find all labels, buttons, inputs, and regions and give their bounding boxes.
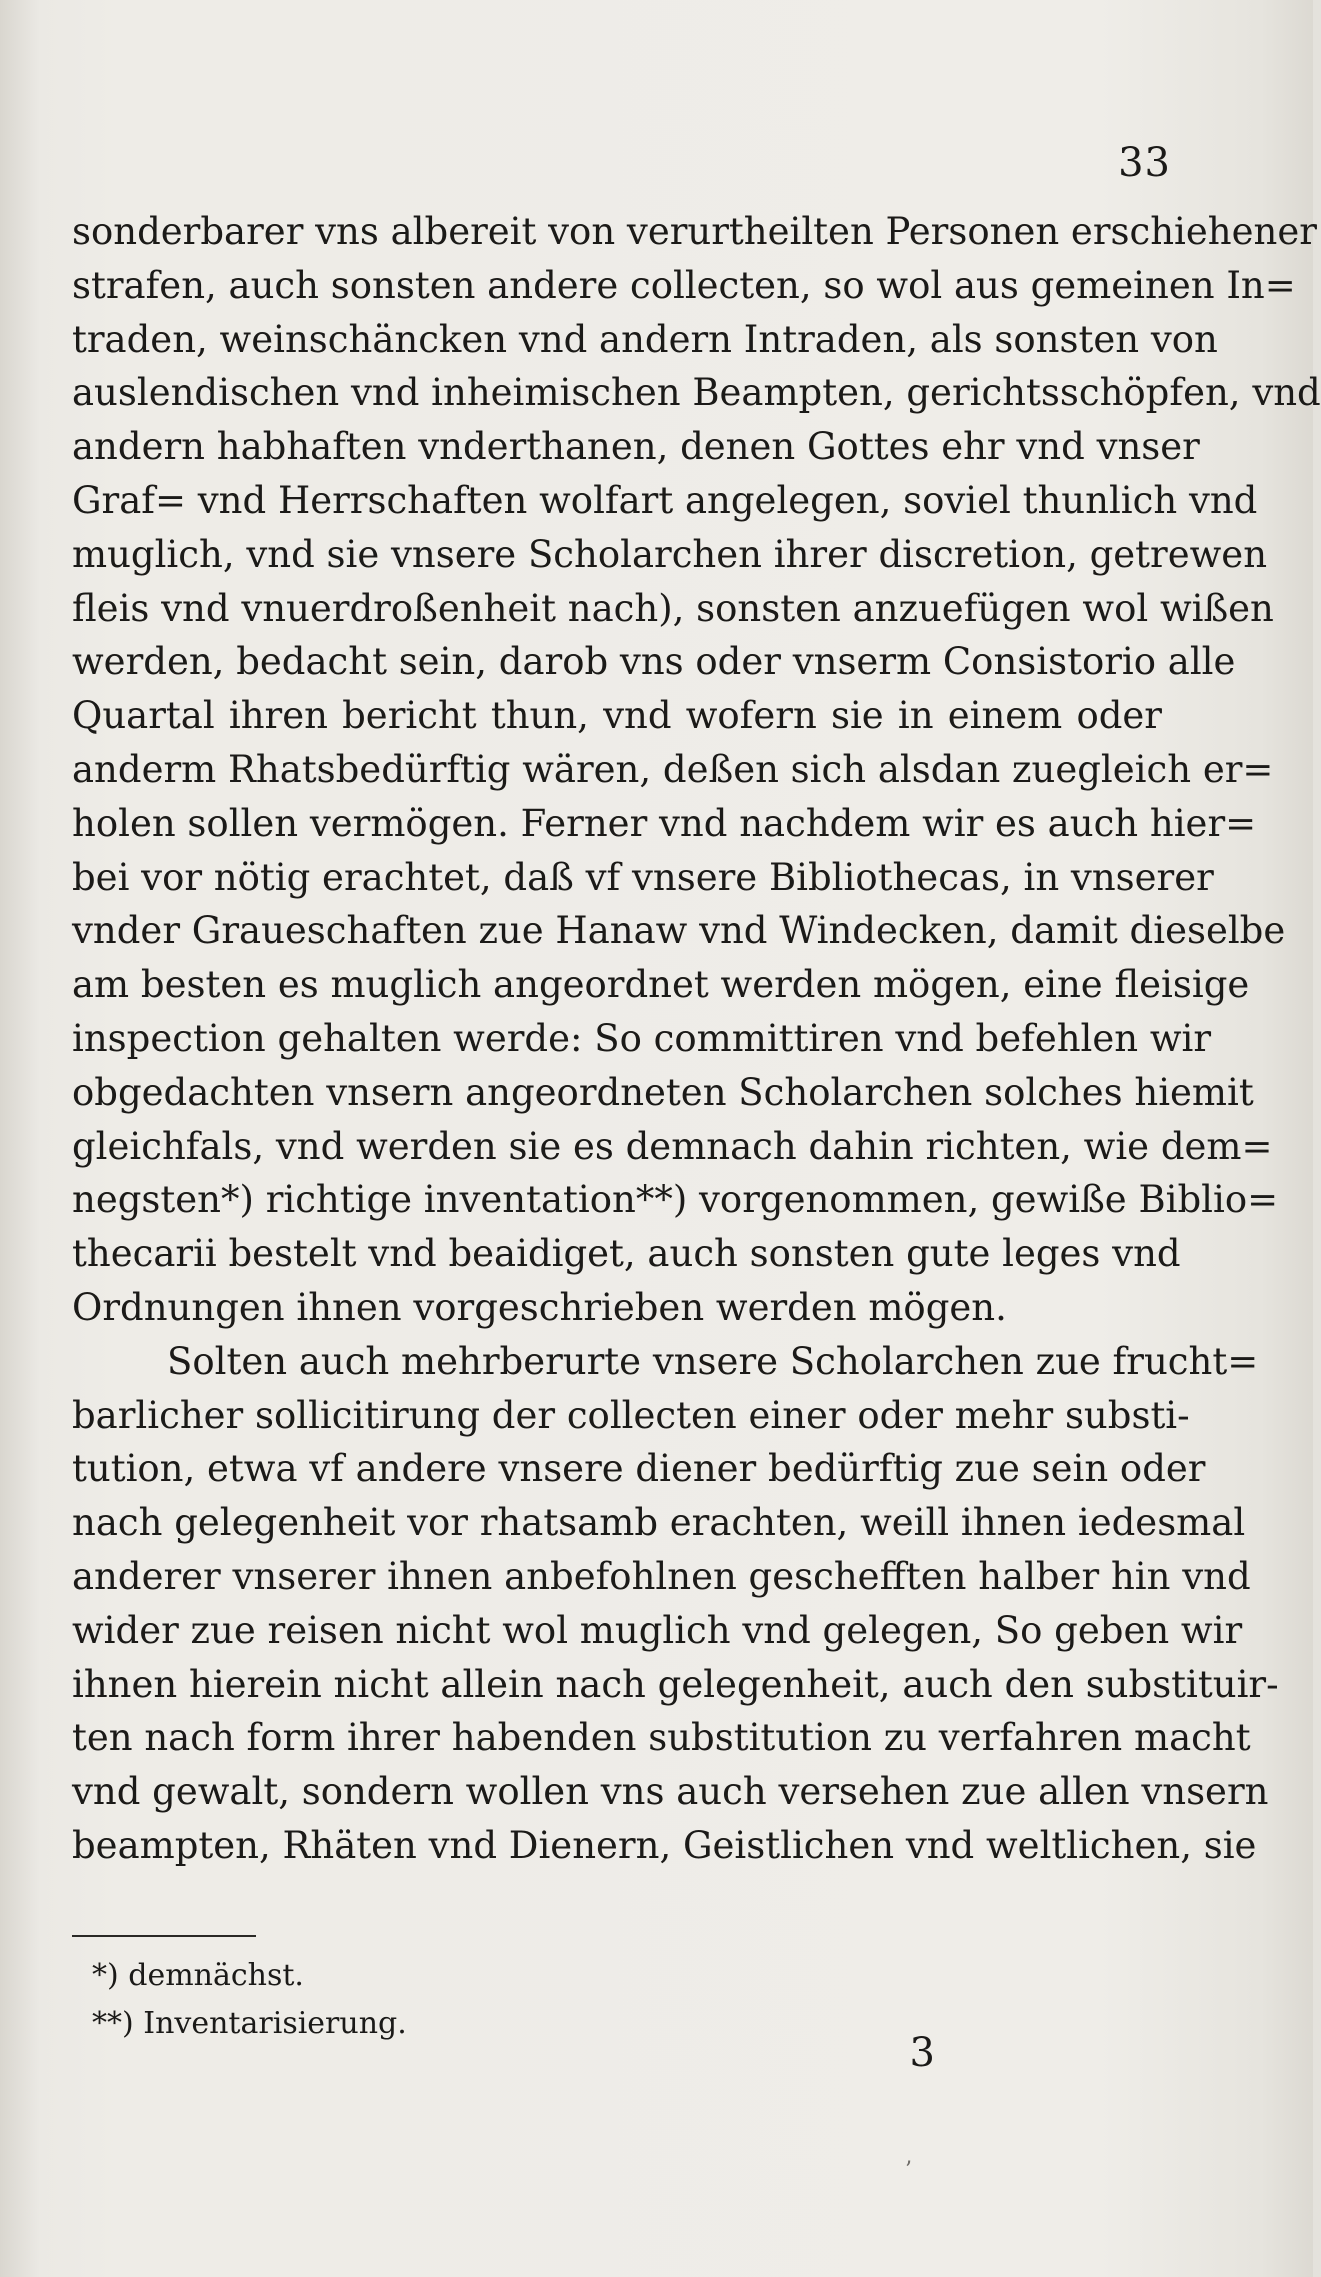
- text-line: muglich, vnd sie vnsere Scholarchen ihrer discretion, getrewen: [72, 532, 1268, 576]
- text-line: vnder Graueschaften zue Hanaw vnd Windecken, damit dieselbe: [72, 909, 1286, 953]
- text-line: vnd gewalt, sondern wollen vns auch versehen zue allen vnsern: [72, 1770, 1269, 1814]
- text-line: sonderbarer vns albereit von verurtheilten Personen erschiehener: [72, 210, 1317, 253]
- text-line: gleichfals, vnd werden sie es demnach dahin richten, wie dem=: [72, 1124, 1273, 1168]
- text-line: traden, weinschäncken vnd andern Intraden, als sonsten von: [72, 317, 1218, 361]
- text-line: anderer vnserer ihnen anbefohlnen geschefften halber hin vnd: [72, 1554, 1251, 1598]
- text-line: werden, bedacht sein, darob vns oder vnserm Consistorio alle: [72, 640, 1236, 684]
- stray-ink-mark: ’: [905, 2158, 912, 2183]
- page-number: 33: [1118, 140, 1171, 186]
- footnote: **) Inventarisierung.: [92, 2006, 407, 2041]
- text-line: Quartal ihren bericht thun, vnd wofern sie in einem oder: [72, 694, 1162, 738]
- text-line: bei vor nötig erachtet, daß vf vnsere Bibliothecas, in vnserer: [72, 855, 1214, 899]
- text-line: barlicher sollicitirung der collecten einer oder mehr substi-: [72, 1393, 1190, 1437]
- paragraph-end-line: Ordnungen ihnen vorgeschrieben werden mögen.: [72, 1285, 1007, 1329]
- text-line: holen sollen vermögen. Ferner vnd nachdem wir es auch hier=: [72, 801, 1257, 845]
- text-line: strafen, auch sonsten andere collecten, so wol aus gemeinen In=: [72, 263, 1296, 307]
- main-text-block: [72, 205, 1321, 1873]
- text-line: negsten*) richtige inventation**) vorgenommen, gewiße Biblio=: [72, 1178, 1279, 1222]
- text-line: ten nach form ihrer habenden substitution zu verfahren macht: [72, 1716, 1251, 1760]
- footnote-separator-rule: [72, 1935, 256, 1937]
- printer-signature-mark: 3: [909, 2030, 935, 2076]
- text-line: thecarii bestelt vnd beaidiget, auch sonsten gute leges vnd: [72, 1232, 1181, 1276]
- text-line: beampten, Rhäten vnd Dienern, Geistlichen vnd weltlichen, sie: [72, 1823, 1257, 1867]
- text-line: am besten es muglich angeordnet werden mögen, eine fleisige: [72, 963, 1250, 1007]
- text-line: Graf= vnd Herrschaften wolfart angelegen, soviel thunlich vnd: [72, 478, 1258, 522]
- footnote: *) demnächst.: [92, 1958, 304, 1993]
- text-line: anderm Rhatsbedürftig wären, deßen sich alsdan zuegleich er=: [72, 747, 1274, 791]
- text-line: nach gelegenheit vor rhatsamb erachten, weill ihnen iedesmal: [72, 1501, 1246, 1545]
- text-line: auslendischen vnd inheimischen Beampten, gerichtsschöpfen, vnd: [72, 371, 1321, 415]
- text-line: ihnen hierein nicht allein nach gelegenheit, auch den substituir-: [72, 1662, 1279, 1706]
- paragraph-start-line: Solten auch mehrberurte vnsere Scholarchen zue frucht=: [167, 1339, 1259, 1383]
- text-line: fleis vnd vnuerdroßenheit nach), sonsten anzuefügen wol wißen: [72, 586, 1274, 630]
- text-line: andern habhaften vnderthanen, denen Gottes ehr vnd vnser: [72, 425, 1200, 469]
- text-line: inspection gehalten werde: So committiren vnd befehlen wir: [72, 1016, 1212, 1060]
- footnotes: [92, 1952, 407, 2048]
- text-line: tution, etwa vf andere vnsere diener bedürftig zue sein oder: [72, 1447, 1206, 1491]
- text-line: obgedachten vnsern angeordneten Scholarchen solches hiemit: [72, 1070, 1254, 1114]
- text-line: wider zue reisen nicht wol muglich vnd gelegen, So geben wir: [72, 1608, 1243, 1652]
